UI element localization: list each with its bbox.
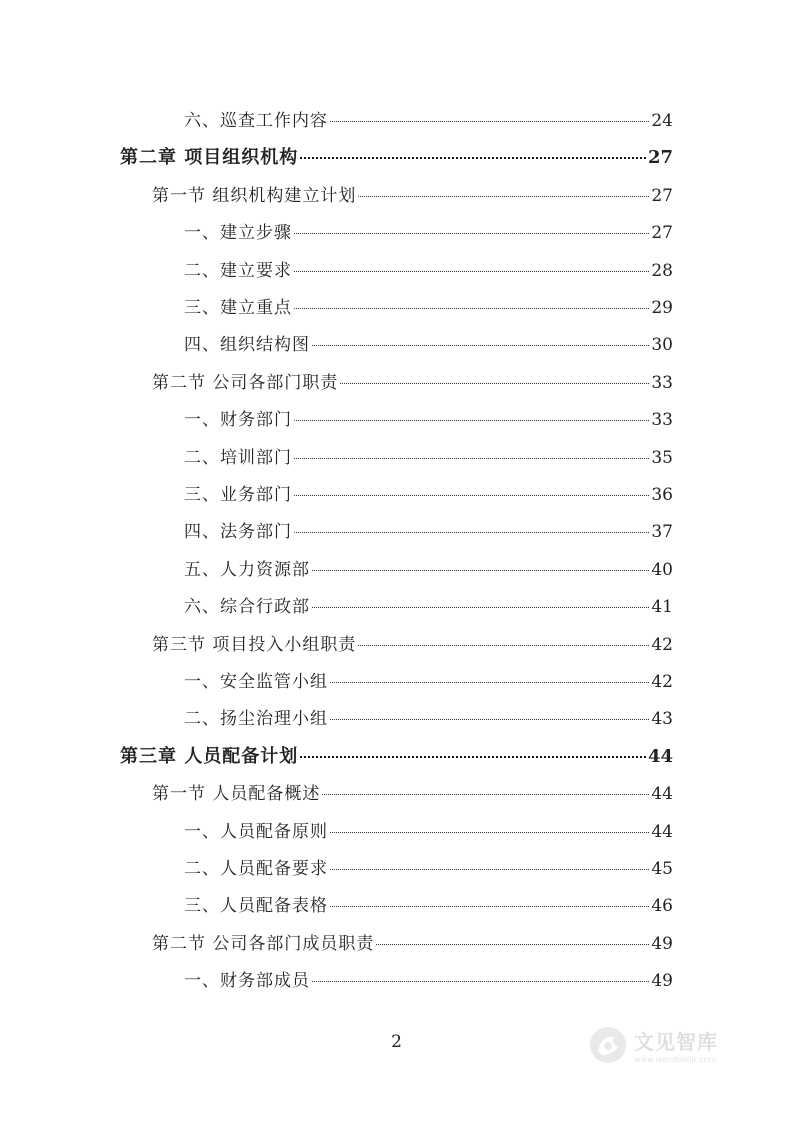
toc-entry-title: 二、扬尘治理小组: [184, 709, 328, 730]
toc-entry[interactable]: [184, 480, 673, 506]
toc-entry-title: 二、培训部门: [184, 447, 292, 468]
toc-entry[interactable]: [152, 181, 673, 207]
toc-entry[interactable]: [184, 592, 673, 618]
toc-entry-title: 六、巡查工作内容: [184, 111, 328, 131]
toc-entry-page: 41: [651, 597, 673, 618]
toc-entry[interactable]: [184, 891, 673, 917]
toc-dot-leader: [294, 532, 649, 533]
toc-dot-leader: [294, 308, 649, 309]
toc-entry-title: 三、人员配备表格: [184, 896, 328, 917]
toc-entry-title: 六、综合行政部: [184, 597, 310, 618]
toc-entry-page: 33: [651, 410, 673, 431]
toc-entry[interactable]: [120, 742, 673, 768]
toc-entry-title: 一、建立步骤: [184, 223, 292, 244]
page-number: 2: [391, 1032, 402, 1052]
toc-entry[interactable]: [152, 929, 673, 955]
toc-entry-page: 35: [651, 447, 673, 468]
toc-dot-leader: [358, 196, 649, 197]
toc-entry-page: 43: [651, 709, 673, 730]
toc-entry-page: 42: [651, 672, 673, 692]
toc-dot-leader: [330, 832, 649, 833]
toc-dot-leader: [294, 458, 649, 459]
toc-entry-title: 第一节 人员配备概述: [152, 784, 321, 805]
toc-entry-page: 27: [651, 185, 673, 206]
toc-entry-page: 49: [651, 933, 673, 954]
toc-entry-page: 40: [651, 559, 673, 580]
toc-entry[interactable]: [184, 817, 673, 843]
watermark-title: 文见智库: [634, 1030, 718, 1054]
toc-entry[interactable]: [184, 106, 673, 132]
toc-dot-leader: [294, 420, 649, 421]
toc-entry-page: 44: [651, 784, 673, 805]
toc-dot-leader: [330, 719, 649, 720]
toc-dot-leader: [358, 645, 649, 646]
toc-dot-leader: [330, 682, 649, 683]
toc-entry-title: 一、财务部成员: [184, 971, 310, 992]
toc-entry-title: 二、建立要求: [184, 260, 292, 281]
toc-entry[interactable]: [184, 256, 673, 282]
toc-entry-page: 30: [651, 335, 673, 356]
toc-entry-page: 24: [651, 111, 673, 131]
toc-entry[interactable]: [184, 443, 673, 469]
toc-dot-leader: [300, 756, 646, 758]
toc-dot-leader: [294, 495, 649, 496]
toc-entry-title: 四、组织结构图: [184, 335, 310, 356]
toc-entry-page: 44: [651, 821, 673, 842]
toc-entry-title: 第三章 人员配备计划: [120, 745, 299, 767]
toc-dot-leader: [300, 157, 646, 159]
toc-entry-title: 一、人员配备原则: [184, 821, 328, 842]
toc-entry[interactable]: [184, 517, 673, 543]
toc-entry[interactable]: [184, 218, 673, 244]
toc-entry-page: 49: [651, 971, 673, 992]
toc-dot-leader: [340, 383, 649, 384]
toc-entry-page: 28: [651, 260, 673, 281]
toc-entry-page: 27: [647, 147, 673, 169]
toc-entry-title: 第二节 公司各部门成员职责: [152, 933, 375, 954]
toc-entry[interactable]: [120, 143, 673, 169]
toc-entry[interactable]: [152, 368, 673, 394]
toc-dot-leader: [330, 869, 649, 870]
toc-dot-leader: [312, 570, 649, 571]
toc-entry-page: 27: [651, 223, 673, 244]
toc-dot-leader: [294, 233, 649, 234]
toc-entry-title: 四、法务部门: [184, 522, 292, 543]
toc-dot-leader: [312, 345, 649, 346]
toc-entry[interactable]: [184, 966, 673, 992]
toc-dot-leader: [322, 794, 649, 795]
toc-entry-title: 第二章 项目组织机构: [120, 147, 299, 169]
toc-entry-page: 42: [651, 634, 673, 655]
watermark-url: www.wenduolib.com: [634, 1055, 717, 1064]
toc-entry-page: 37: [651, 522, 673, 543]
wenjian-logo-icon: [588, 1025, 628, 1065]
toc-entry-title: 五、人力资源部: [184, 559, 310, 580]
toc-dot-leader: [294, 271, 649, 272]
toc-dot-leader: [330, 906, 649, 907]
watermark: [588, 1020, 748, 1070]
toc-entry[interactable]: [152, 630, 673, 656]
toc-entry[interactable]: [152, 779, 673, 805]
toc-dot-leader: [312, 607, 649, 608]
toc-entry-page: 33: [651, 372, 673, 393]
toc-entry-title: 一、财务部门: [184, 410, 292, 431]
toc-dot-leader: [376, 944, 649, 945]
toc-entry-page: 45: [651, 859, 673, 879]
toc-entry-title: 第二节 公司各部门职责: [152, 372, 339, 393]
toc-entry-title: 二、人员配备要求: [184, 859, 328, 879]
toc-entry-page: 46: [651, 896, 673, 917]
toc-dot-leader: [312, 981, 649, 982]
toc-entry-title: 第一节 组织机构建立计划: [152, 185, 357, 206]
toc-entry[interactable]: [184, 854, 673, 880]
toc-entry[interactable]: [184, 330, 673, 356]
toc-entry-title: 三、建立重点: [184, 298, 292, 318]
toc-entry[interactable]: [184, 405, 673, 431]
toc-dot-leader: [330, 121, 649, 122]
toc-entry-title: 三、业务部门: [184, 485, 292, 505]
toc-entry-title: 第三节 项目投入小组职责: [152, 634, 357, 655]
toc-entry-title: 一、安全监管小组: [184, 672, 328, 692]
toc-entry-page: 29: [651, 298, 673, 318]
toc-entry[interactable]: [184, 667, 673, 693]
toc-entry-page: 44: [647, 745, 673, 767]
toc-entry[interactable]: [184, 555, 673, 581]
toc-entry[interactable]: [184, 293, 673, 319]
toc-entry-page: 36: [651, 485, 673, 505]
toc-entry[interactable]: [184, 704, 673, 730]
